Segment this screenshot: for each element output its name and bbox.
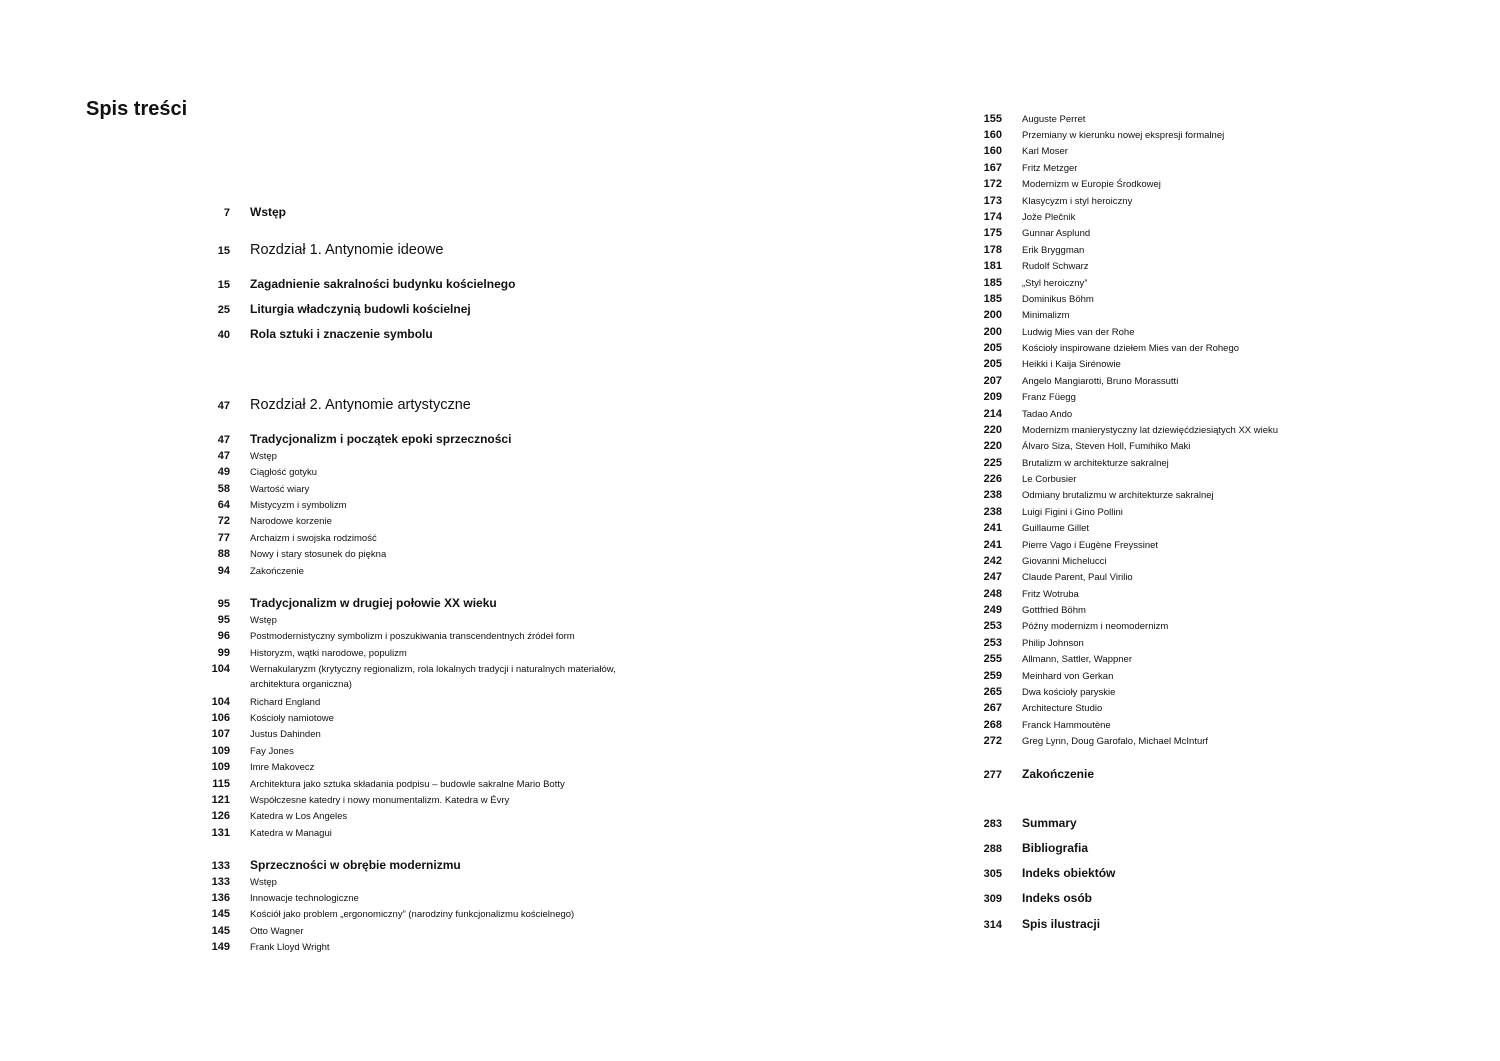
page-number: 173 — [983, 194, 1002, 207]
page-number: 15 — [217, 245, 230, 257]
page-number: 99 — [217, 646, 230, 659]
page-number: 181 — [983, 259, 1002, 272]
page-number: 238 — [983, 488, 1002, 501]
entry-title: Justus Dahinden — [250, 728, 321, 740]
entry-title: Kościoły inspirowane dziełem Mies van der Rohego — [1022, 342, 1240, 354]
page-number: 107 — [211, 727, 230, 740]
toc-entry — [190, 565, 304, 577]
page-number: 309 — [983, 892, 1002, 905]
page-number: 200 — [983, 325, 1002, 338]
toc-entry — [190, 327, 433, 341]
entry-title: Późny modernizm i neomodernizm — [1022, 620, 1169, 632]
page-number: 64 — [217, 498, 230, 511]
toc-entry — [962, 539, 1158, 551]
entry-title: Tradycjonalizm i początek epoki sprzeczności — [250, 431, 512, 446]
page-number: 205 — [983, 357, 1002, 370]
page-number: 15 — [217, 278, 230, 291]
entry-title: Bibliografia — [1022, 840, 1089, 855]
toc-entry — [190, 483, 309, 495]
page-number: 115 — [212, 777, 230, 790]
toc-entry — [962, 719, 1111, 731]
entry-title: Philip Johnson — [1022, 637, 1084, 649]
page-number: 133 — [211, 875, 230, 888]
page-number: 268 — [983, 718, 1002, 731]
entry-title: Allmann, Sattler, Wappner — [1022, 653, 1133, 665]
page-number: 259 — [983, 669, 1002, 682]
page-number: 58 — [217, 482, 230, 495]
page-title: Spis treści — [86, 98, 188, 120]
toc-entry — [190, 302, 471, 316]
toc-entry — [190, 630, 575, 642]
page-number: 255 — [983, 652, 1002, 665]
toc-entry — [962, 473, 1076, 485]
toc-entry — [190, 242, 443, 258]
entry-title: Zagadnienie sakralności budynku kościelnego — [250, 276, 516, 291]
page-number: 314 — [983, 918, 1002, 931]
toc-entry — [962, 424, 1278, 436]
entry-title: Karl Moser — [1022, 145, 1068, 157]
toc-entry — [190, 712, 334, 724]
toc-entry — [190, 466, 317, 478]
page-number: 95 — [217, 597, 230, 610]
toc-entry — [962, 309, 1070, 321]
page-number: 94 — [217, 564, 230, 577]
page-number: 249 — [983, 603, 1002, 616]
entry-title: Kościoły namiotowe — [250, 712, 334, 724]
toc-entry — [190, 397, 471, 413]
page-number: 77 — [217, 531, 230, 544]
page-number: 7 — [223, 206, 230, 219]
toc-entry — [190, 778, 565, 790]
page-number: 174 — [983, 210, 1002, 223]
toc-entry — [962, 391, 1076, 403]
page-number: 214 — [983, 407, 1002, 420]
page-number: 305 — [983, 867, 1002, 880]
entry-title: Architecture Studio — [1022, 702, 1103, 714]
toc-entry — [962, 227, 1090, 239]
page-number: 109 — [211, 744, 230, 757]
toc-entry — [962, 841, 1088, 855]
page-number: 205 — [983, 341, 1002, 354]
toc-entry — [190, 892, 359, 904]
entry-title-continuation: architektura organiczna) — [250, 679, 352, 690]
toc-entry — [962, 342, 1239, 354]
entry-title: Otto Wagner — [250, 925, 304, 937]
page-number: 145 — [211, 907, 230, 920]
page-number: 106 — [211, 711, 230, 724]
entry-title: Guillaume Gillet — [1022, 522, 1090, 534]
toc-entry — [962, 620, 1168, 632]
page-number: 49 — [217, 465, 230, 478]
page-number: 25 — [217, 303, 230, 316]
entry-title: Fay Jones — [250, 745, 294, 757]
page-number: 104 — [211, 662, 230, 675]
page-number: 121 — [211, 793, 230, 806]
page-number: 238 — [983, 505, 1002, 518]
toc-entry — [962, 917, 1100, 931]
toc-entry — [190, 515, 332, 527]
toc-entry — [190, 532, 377, 544]
page-number: 172 — [983, 177, 1002, 190]
page-number: 241 — [983, 521, 1002, 534]
toc-entry — [962, 686, 1115, 698]
toc-entry — [190, 745, 294, 757]
entry-title: Zakończenie — [1022, 766, 1095, 781]
entry-title: Álvaro Siza, Steven Holl, Fumihiko Maki — [1022, 440, 1191, 452]
page-number: 145 — [211, 924, 230, 937]
toc-entry — [962, 277, 1087, 289]
page-number: 47 — [217, 433, 230, 446]
toc-entry — [190, 614, 277, 626]
toc-entry — [962, 604, 1086, 616]
entry-title: Dwa kościoły paryskie — [1022, 686, 1116, 698]
page-number: 133 — [211, 859, 230, 872]
page-number: 220 — [983, 439, 1002, 452]
toc-entry — [962, 489, 1214, 501]
entry-title: Katedra w Los Angeles — [250, 810, 348, 822]
toc-entry — [962, 408, 1072, 420]
page-number: 160 — [983, 128, 1002, 141]
entry-title: Indeks obiektów — [1022, 865, 1116, 880]
entry-title: Angelo Mangiarotti, Bruno Morassutti — [1022, 375, 1179, 387]
page-number: 241 — [983, 538, 1002, 551]
entry-title: Kościół jako problem „ergonomiczny” (narodziny funkcjonalizmu kościelnego) — [250, 908, 575, 920]
toc-entry — [190, 794, 509, 806]
page-number: 283 — [983, 817, 1002, 830]
page-number: 136 — [211, 891, 230, 904]
toc-entry — [962, 358, 1121, 370]
toc-entry — [190, 696, 320, 708]
entry-title: Rudolf Schwarz — [1022, 260, 1089, 272]
toc-entry — [190, 941, 330, 953]
toc-entry — [962, 211, 1075, 223]
page-number: 131 — [211, 826, 230, 839]
toc-entry — [962, 162, 1077, 174]
toc-entry — [190, 728, 321, 740]
toc-entry — [190, 827, 332, 839]
toc-entry — [962, 506, 1123, 518]
toc-entry — [190, 596, 497, 610]
entry-title: Brutalizm w architekturze sakralnej — [1022, 457, 1169, 469]
page-number: 126 — [211, 809, 230, 822]
page-number: 247 — [983, 570, 1002, 583]
entry-title: Wernakularyzm (krytyczny regionalizm, rola lokalnych tradycji i naturalnych materiałów, — [250, 663, 616, 675]
page-number: 88 — [217, 547, 230, 560]
entry-title: Luigi Figini i Gino Pollini — [1022, 506, 1123, 518]
page-number: 47 — [217, 400, 230, 412]
toc-entry — [962, 113, 1085, 125]
entry-title: Sprzeczności w obrębie modernizmu — [250, 857, 461, 872]
entry-title: Greg Lynn, Doug Garofalo, Michael McInturf — [1022, 735, 1209, 747]
page-number: 220 — [983, 423, 1002, 436]
toc-entry — [190, 499, 347, 511]
toc-entry — [962, 555, 1106, 567]
toc-entry — [962, 653, 1132, 665]
entry-title: Indeks osób — [1022, 890, 1093, 905]
entry-title: Wartość wiary — [250, 483, 310, 495]
page-number: 277 — [983, 768, 1002, 781]
page-number: 226 — [983, 472, 1002, 485]
entry-title: Narodowe korzenie — [250, 515, 332, 527]
toc-entry — [962, 816, 1077, 830]
entry-title: Meinhard von Gerkan — [1022, 670, 1114, 682]
page-number: 253 — [983, 636, 1002, 649]
page-number: 209 — [983, 390, 1002, 403]
entry-title: Historyzm, wątki narodowe, populizm — [250, 647, 407, 659]
page-number: 178 — [983, 243, 1002, 256]
page-number: 167 — [983, 161, 1002, 174]
entry-title: Katedra w Managui — [250, 827, 332, 839]
page-number: 149 — [211, 940, 230, 953]
entry-title: Rola sztuki i znaczenie symbolu — [250, 326, 433, 341]
entry-title: Ciągłość gotyku — [250, 466, 318, 478]
entry-title: Richard England — [250, 696, 321, 708]
page-number: 47 — [217, 449, 230, 462]
toc-entry — [962, 326, 1134, 338]
entry-title: Zakończenie — [250, 565, 304, 577]
toc-entry — [962, 178, 1161, 190]
toc-entry — [962, 195, 1132, 207]
toc-entry — [962, 735, 1208, 747]
entry-title: „Styl heroiczny” — [1022, 277, 1088, 289]
entry-title: Summary — [1022, 815, 1077, 830]
page-number: 185 — [983, 276, 1002, 289]
entry-title: Erik Bryggman — [1022, 244, 1085, 256]
toc-entry — [190, 858, 461, 872]
page-number: 109 — [211, 760, 230, 773]
toc-entry — [190, 450, 277, 462]
toc-entry — [190, 876, 277, 888]
entry-title: Rozdział 2. Antynomie artystyczne — [250, 397, 471, 413]
page-number: 72 — [217, 514, 230, 527]
toc-entry — [190, 548, 386, 560]
toc-entry — [962, 637, 1084, 649]
entry-title: Wstęp — [250, 450, 277, 462]
toc-entry — [962, 702, 1102, 714]
page-number: 95 — [217, 613, 230, 626]
toc-entry — [962, 375, 1178, 387]
entry-title: Mistycyzm i symbolizm — [250, 499, 347, 511]
page-number: 104 — [211, 695, 230, 708]
entry-title: Pierre Vago i Eugène Freyssinet — [1022, 539, 1159, 551]
toc-entry — [962, 457, 1169, 469]
toc-entry — [190, 205, 286, 219]
entry-title: Architektura jako sztuka składania podpisu – budowle sakralne Mario Botty — [250, 778, 565, 790]
page-number: 175 — [983, 226, 1002, 239]
entry-title: Frank Lloyd Wright — [250, 941, 330, 953]
page-number: 160 — [983, 144, 1002, 157]
entry-title: Wstęp — [250, 876, 277, 888]
entry-title: Giovanni Michelucci — [1022, 555, 1107, 567]
page-number: 200 — [983, 308, 1002, 321]
entry-title: Spis ilustracji — [1022, 916, 1101, 931]
entry-title: Klasycyzm i styl heroiczny — [1022, 195, 1133, 207]
entry-title: Imre Makovecz — [250, 761, 315, 773]
entry-title: Postmodernistyczny symbolizm i poszukiwania transcendentnych źródeł form — [250, 630, 575, 642]
toc-entry — [962, 129, 1224, 141]
page-number: 185 — [983, 292, 1002, 305]
toc-entry — [190, 810, 347, 822]
entry-title: Jože Plečnik — [1022, 211, 1076, 223]
entry-title: Wstęp — [250, 204, 286, 219]
entry-title: Franz Füegg — [1022, 391, 1076, 403]
entry-title: Przemiany w kierunku nowej ekspresji formalnej — [1022, 129, 1225, 141]
page-number: 288 — [983, 842, 1002, 855]
toc-entry — [190, 761, 314, 773]
page-number: 242 — [983, 554, 1002, 567]
entry-title: Le Corbusier — [1022, 473, 1077, 485]
toc-entry — [190, 277, 515, 291]
entry-title: Nowy i stary stosunek do piękna — [250, 548, 387, 560]
toc-entry — [962, 891, 1092, 905]
toc-entry — [962, 293, 1094, 305]
page-number: 272 — [983, 734, 1002, 747]
page-number: 40 — [217, 328, 230, 341]
page-number: 155 — [983, 112, 1002, 125]
entry-title: Claude Parent, Paul Virilio — [1022, 571, 1133, 583]
toc-entry — [962, 522, 1089, 534]
page-number: 267 — [983, 701, 1002, 714]
page-number: 265 — [983, 685, 1002, 698]
toc-entry — [962, 145, 1068, 157]
entry-title: Fritz Metzger — [1022, 162, 1078, 174]
toc-entry — [962, 260, 1089, 272]
toc-entry — [962, 670, 1113, 682]
toc-entry — [962, 767, 1094, 781]
entry-title: Gottfried Böhm — [1022, 604, 1086, 616]
page-number: 207 — [983, 374, 1002, 387]
entry-title: Tradycjonalizm w drugiej połowie XX wieku — [250, 595, 497, 610]
entry-title: Modernizm manierystyczny lat dziewięćdziesiątych XX wieku — [1022, 424, 1279, 436]
entry-title: Odmiany brutalizmu w architekturze sakralnej — [1022, 489, 1214, 501]
toc-entry — [962, 244, 1084, 256]
entry-title: Ludwig Mies van der Rohe — [1022, 326, 1135, 338]
entry-title: Minimalizm — [1022, 309, 1070, 321]
entry-title: Heikki i Kaija Sirénowie — [1022, 358, 1121, 370]
entry-title: Wstęp — [250, 614, 277, 626]
page-number: 225 — [983, 456, 1002, 469]
toc-entry — [962, 588, 1079, 600]
entry-title: Archaizm i swojska rodzimość — [250, 532, 377, 544]
page-number: 253 — [983, 619, 1002, 632]
entry-title: Rozdział 1. Antynomie ideowe — [250, 242, 444, 258]
toc-entry — [962, 440, 1190, 452]
entry-title: Tadao Ando — [1022, 408, 1073, 420]
entry-title: Innowacje technologiczne — [250, 892, 359, 904]
toc-entry — [190, 432, 511, 446]
toc-entry — [190, 647, 407, 659]
toc-entry — [190, 908, 574, 920]
entry-title: Auguste Perret — [1022, 113, 1086, 125]
page-number: 248 — [983, 587, 1002, 600]
page-number: 96 — [217, 629, 230, 642]
entry-title: Współczesne katedry i nowy monumentalizm. Katedra w Évry — [250, 794, 510, 806]
toc-entry — [190, 663, 616, 675]
entry-title: Dominikus Böhm — [1022, 293, 1094, 305]
entry-title: Gunnar Asplund — [1022, 227, 1091, 239]
entry-title: Fritz Wotruba — [1022, 588, 1079, 600]
toc-entry — [962, 571, 1133, 583]
toc-entry — [962, 866, 1115, 880]
entry-title: Liturgia władczynią budowli kościelnej — [250, 301, 471, 316]
entry-title: Modernizm w Europie Środkowej — [1022, 178, 1161, 190]
toc-entry — [190, 925, 304, 937]
entry-title: Franck Hammoutène — [1022, 719, 1111, 731]
